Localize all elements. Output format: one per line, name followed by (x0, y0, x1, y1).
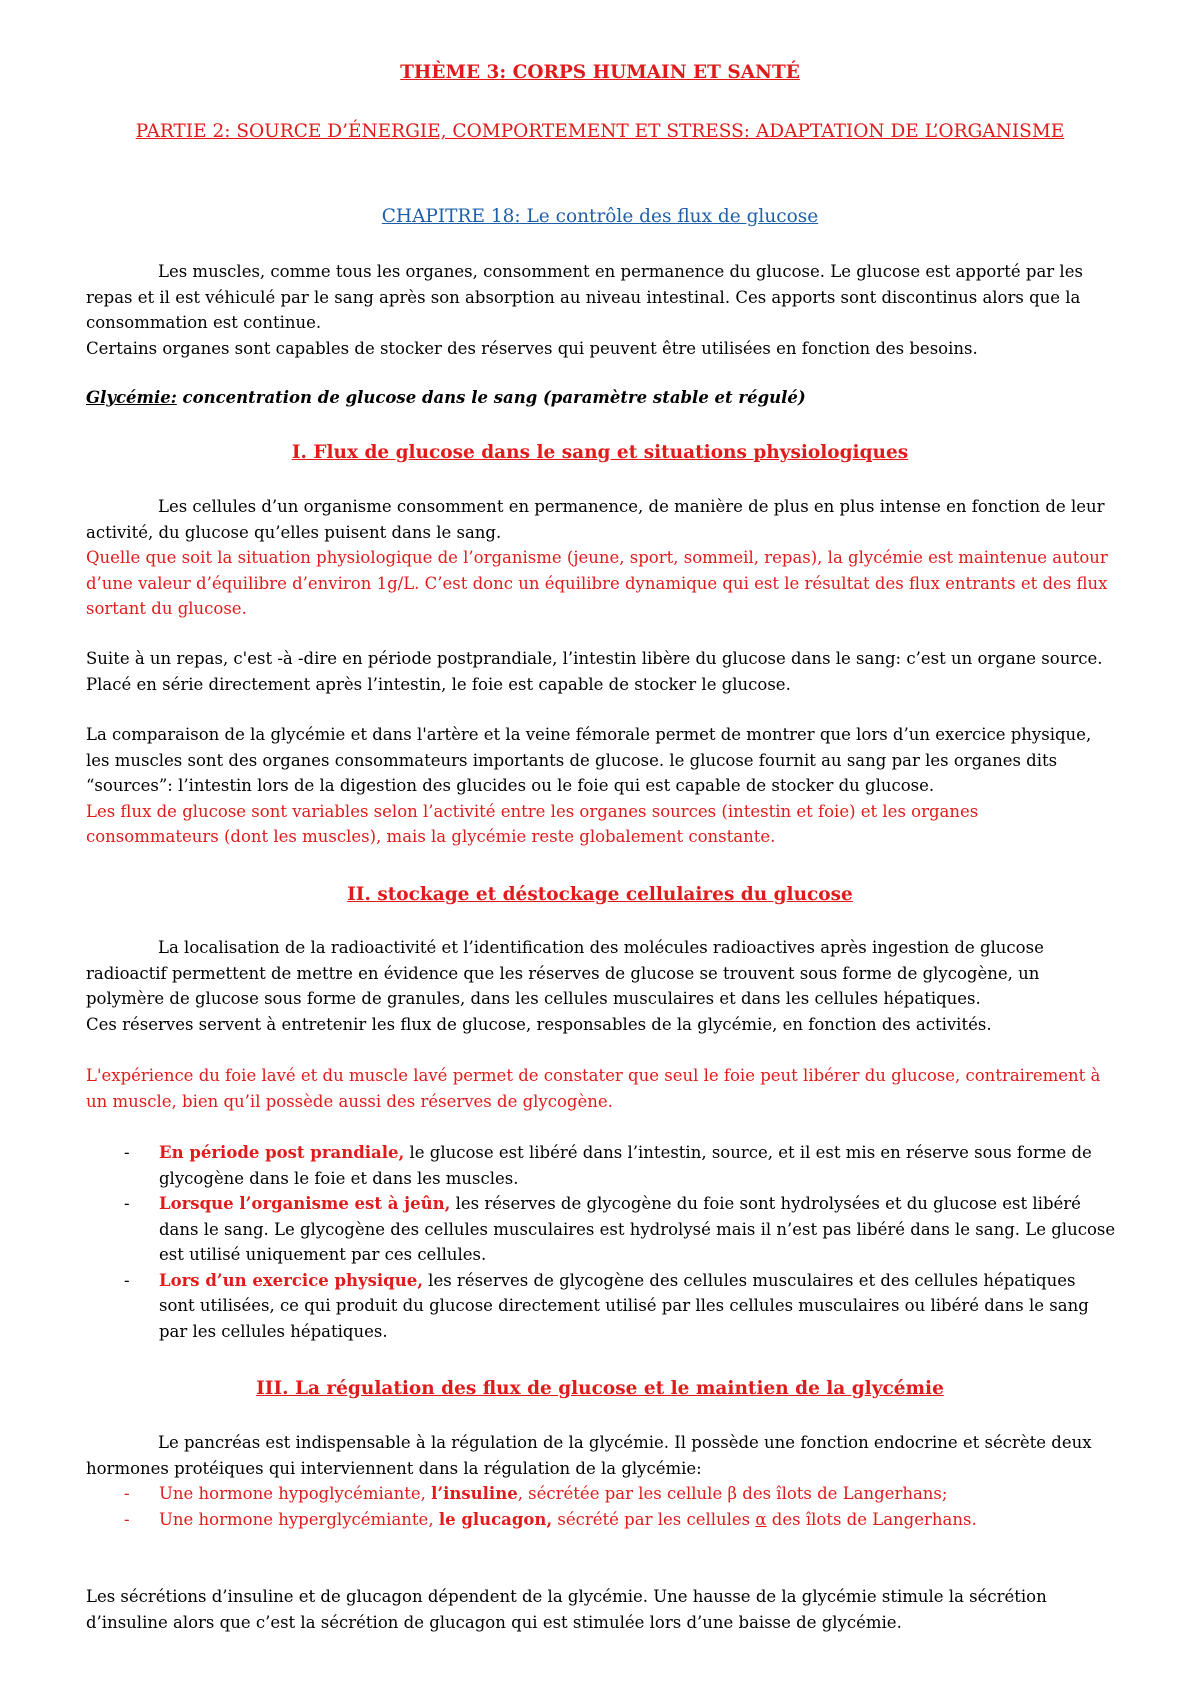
definition-term: Glycémie: (86, 388, 177, 407)
section-2-bullet-list (86, 1140, 1116, 1344)
hormone-2-pre: Une hormone hyperglycémiante, (159, 1509, 439, 1529)
section-2-paragraph-1: La localisation de la radioactivité et l’identification des molécules radioactives après ingestion de glucose radioactif permettent de mettre en évidence que les réserves de glucose se trouvent sous forme de glycogène, un polymère de glucose sous forme de granules, dans les cellules musculaires et dans les cellules hépatiques. (86, 938, 1044, 1008)
section-1-block-2 (86, 722, 1116, 850)
section-2-paragraph-3-red: L'expérience du foie lavé et du muscle lavé permet de constater que seul le foie peut libérer du glucose, contrairement à un muscle, bien qu’il possède aussi des réserves de glycogène. (86, 1066, 1101, 1111)
intro-block (86, 259, 1116, 361)
section-1-block (86, 494, 1116, 622)
bullet-lead: Lors d’un exercice physique, (159, 1270, 423, 1290)
definition-text: concentration de glucose dans le sang (paramètre stable et régulé) (176, 388, 806, 407)
section-2-paragraph-2: Ces réserves servent à entretenir les flux de glucose, responsables de la glycémie, en fonction des activités. (86, 1014, 992, 1034)
bullet-text: les réserves de glycogène du foie sont hydrolysées et du glucose est libéré dans le sang. Le glycogène des cellules musculaires est hydrolysé mais il n’est pas libéré dans le sang. Le glucose est utilisé uniquement par ces cellules. (159, 1194, 1116, 1264)
section-1-paragraph-1-red: Quelle que soit la situation physiologique de l’organisme (jeune, sport, sommeil, repas), la glycémie est maintenue autour d’une valeur d’équilibre d’environ 1g/L. C’est donc un équilibre dynamique qui est le résultat des flux entrants et des flux sortant du glucose. (86, 548, 1108, 618)
intro-paragraph-2: Certains organes sont capables de stocker des réserves qui peuvent être utilisées en fonction des besoins. (86, 338, 978, 358)
hormone-1-post: , sécrétée par les cellule β des îlots de Langerhans; (517, 1484, 948, 1503)
section-1-title: I. Flux de glucose dans le sang et situations physiologiques (291, 442, 909, 463)
hormone-2-mid: sécrété par les cellules (552, 1509, 756, 1529)
bullet-lead: En période post prandiale, (159, 1143, 405, 1162)
list-item (86, 1268, 1116, 1345)
dash-marker: - (124, 1194, 130, 1213)
theme-heading: THÈME 3: CORPS HUMAIN ET SANTÉ (400, 62, 800, 83)
hormone-2-name: le glucagon, (438, 1509, 553, 1529)
intro-paragraph-1: Les muscles, comme tous les organes, consomment en permanence du glucose. Le glucose est apporté par les repas et il est véhiculé par le sang après son absorption au niveau intestinal. Ces apports sont discontinus alors que la consommation est continue. (86, 262, 1083, 332)
dash-marker: - (124, 1143, 130, 1162)
list-item (86, 1140, 1116, 1191)
section-1-paragraph-3: La comparaison de la glycémie et dans l'artère et la veine fémorale permet de montrer que lors d’un exercice physique, les muscles sont des organes consommateurs importants de glucose. le glucose fournit au sang par les organes dits “sources”: l’intestin lors de la digestion des glucides ou le foie qui est capable de stocker du glucose. (86, 725, 1092, 795)
section-3-paragraph-2: Les sécrétions d’insuline et de glucagon dépendent de la glycémie. Une hausse de la glycémie stimule la sécrétion d’insuline alors que c’est la sécrétion de glucagon qui est stimulée lors d’une baisse de glycémie. (86, 1587, 1047, 1632)
dash-marker: - (124, 1484, 130, 1503)
bullet-text: les réserves de glycogène des cellules musculaires et des cellules hépatiques sont utilisées, ce qui produit du glucose directement utilisé par lles cellules musculaires ou libéré dans le sang par les cellules hépatiques. (159, 1270, 1089, 1341)
section-1-paragraph-3-red: Les flux de glucose sont variables selon l’activité entre les organes sources (intestin et foie) et les organes consommateurs (dont les muscles), mais la glycémie reste globalement constante. (86, 801, 979, 846)
dash-marker: - (124, 1509, 130, 1529)
section-3-block (86, 1430, 1116, 1532)
dash-marker: - (124, 1270, 130, 1290)
bullet-text: le glucose est libéré dans l’intestin, source, et il est mis en réserve sous forme de glycogène dans le foie et dans les muscles. (159, 1143, 1092, 1188)
list-item (86, 1481, 1116, 1507)
section-3-title: III. La régulation des flux de glucose et le maintien de la glycémie (256, 1378, 944, 1399)
section-2-block (86, 935, 1116, 1037)
bullet-lead: Lorsque l’organisme est à jeûn, (159, 1194, 451, 1213)
list-item (86, 1191, 1116, 1268)
hormone-1-pre: Une hormone hypoglycémiante, (159, 1484, 432, 1503)
hormone-1-name: l’insuline (431, 1484, 518, 1503)
section-3-paragraph-1: Le pancréas est indispensable à la régulation de la glycémie. Il possède une fonction endocrine et sécrète deux hormones protéiques qui interviennent dans la régulation de la glycémie: (86, 1433, 1092, 1478)
definition-line (86, 385, 1116, 411)
section-1-paragraph-2: Suite à un repas, c'est -à -dire en période postprandiale, l’intestin libère du glucose dans le sang: c’est un organe source. Placé en série directement après l’intestin, le foie est capable de stocker le glucose. (86, 649, 1103, 694)
partie-heading: PARTIE 2: SOURCE D’ÉNERGIE, COMPORTEMENT ET STRESS: ADAPTATION DE L’ORGANISME (135, 121, 1065, 142)
list-item (86, 1507, 1116, 1533)
section-1-paragraph-1: Les cellules d’un organisme consomment en permanence, de manière de plus en plus intense en fonction de leur activité, du glucose qu’elles puisent dans le sang. (86, 497, 1105, 542)
hormone-2-post: des îlots de Langerhans. (766, 1509, 977, 1529)
chapter-heading: CHAPITRE 18: Le contrôle des flux de glucose (381, 206, 819, 227)
alpha-symbol: α (755, 1509, 767, 1529)
section-2-title: II. stockage et déstockage cellulaires du glucose (347, 884, 853, 905)
